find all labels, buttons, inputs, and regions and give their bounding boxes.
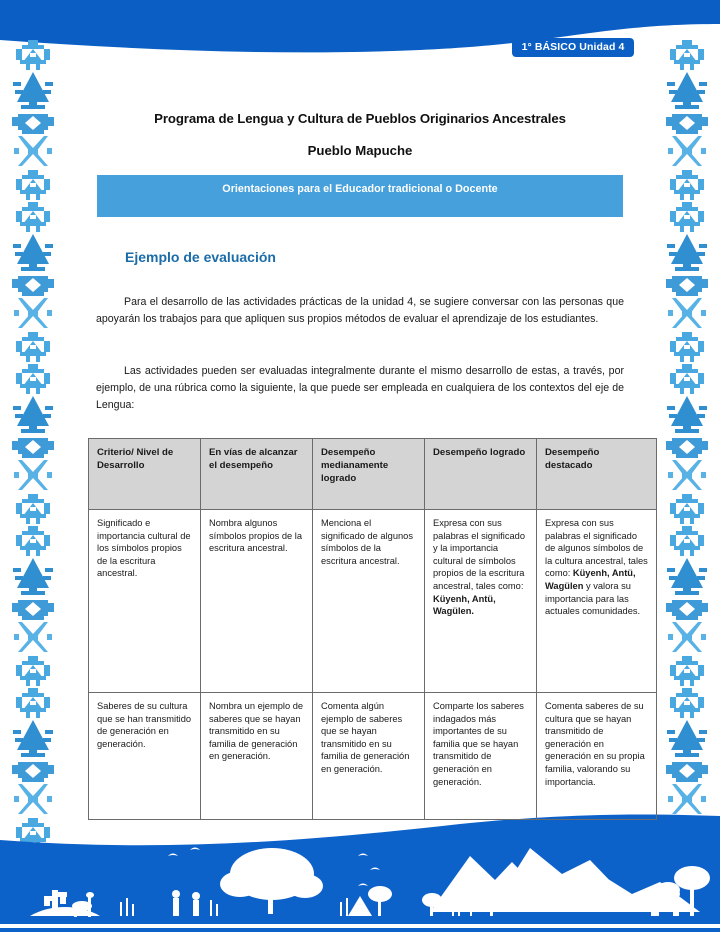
rubric-header-row: [89, 439, 657, 510]
cell-destacado-1-post: y valora su importancia para las actuales comunidades.: [545, 580, 641, 617]
section-heading: Ejemplo de evaluación: [125, 249, 276, 265]
rubric-header-en-vias: En vías de alcanzar el desempeño: [201, 439, 313, 510]
rubric-header-medianamente: Desempeño medianamente logrado: [313, 439, 425, 510]
orientation-banner: [97, 175, 623, 217]
orientation-banner-text: Orientaciones para el Educador tradicional o Docente: [222, 183, 498, 195]
cell-destacado-1: [537, 510, 657, 693]
rubric-header-criterio: Criterio/ Nivel de Desarrollo: [89, 439, 201, 510]
cell-destacado-1-bold: Küyenh, Antü, Wagülen: [545, 568, 636, 591]
cell-destacado-2-pre: Comenta saberes de su cultura que se hayan transmitido de generación en generación en su propia familia, valorando su importancia.: [545, 701, 645, 787]
table-row: [89, 693, 657, 820]
page-subtitle: Pueblo Mapuche: [307, 143, 413, 158]
cell-destacado-2: [537, 693, 657, 820]
rubric-header-destacado: Desempeño destacado: [537, 439, 657, 510]
cell-en-vias-1: Nombra algunos símbolos propios de la escritura ancestral.: [201, 510, 313, 693]
cell-logrado-1: [425, 510, 537, 693]
mapuche-border-right: [664, 40, 710, 850]
mapuche-border-left: [10, 40, 56, 850]
cell-logrado-2-pre: Comparte los saberes indagados más importantes de su familia que se hayan transmitido de generación en generación.: [433, 701, 524, 787]
cell-criterio-2: Saberes de su cultura que se han transmitido de generación en generación.: [89, 693, 201, 820]
cell-logrado-2: [425, 693, 537, 820]
paragraph-rubric-intro: Las actividades pueden ser evaluadas integralmente durante el mismo desarrollo de estas, a través, por ejemplo, de una rúbrica como la siguiente, la que puede ser empleada en cualquiera de los contextos del eje de Lengua:: [96, 365, 624, 412]
cell-logrado-1-bold: Küyenh, Antü, Wagülen.: [433, 593, 496, 617]
footer-landscape: [0, 812, 720, 932]
paragraph-intro: Para el desarrollo de las actividades prácticas de la unidad 4, se sugiere conversar con las personas que apoyarán los trabajos para que apliquen sus propios métodos de evaluar el aprendizaje de los estudiantes.: [96, 296, 624, 326]
rubric-header-logrado: Desempeño logrado: [425, 439, 537, 510]
cell-medianamente-1: Menciona el significado de algunos símbolos de la escritura ancestral.: [313, 510, 425, 693]
cell-logrado-1-pre: Expresa con sus palabras el significado y la importancia cultural de símbolos propios de la escritura ancestral, tales como:: [433, 518, 525, 591]
page-title: Programa de Lengua y Cultura de Pueblos Originarios Ancestrales: [154, 111, 566, 126]
rubric-table: [88, 438, 657, 820]
cell-medianamente-2: Comenta algún ejemplo de saberes que se hayan transmitido en su familia de generación en generación.: [313, 693, 425, 820]
cell-destacado-1-pre: Expresa con sus palabras el significado de algunos símbolos de la cultura ancestral, tales como:: [545, 518, 648, 579]
unit-badge: 1° BÁSICO Unidad 4: [512, 38, 634, 57]
cell-en-vias-2: Nombra un ejemplo de saberes que se hayan transmitido en su familia de generación en generación.: [201, 693, 313, 820]
header-band: [0, 0, 720, 72]
table-row: [89, 510, 657, 693]
cell-criterio-1: Significado e importancia cultural de los símbolos propios de la escritura ancestral.: [89, 510, 201, 693]
